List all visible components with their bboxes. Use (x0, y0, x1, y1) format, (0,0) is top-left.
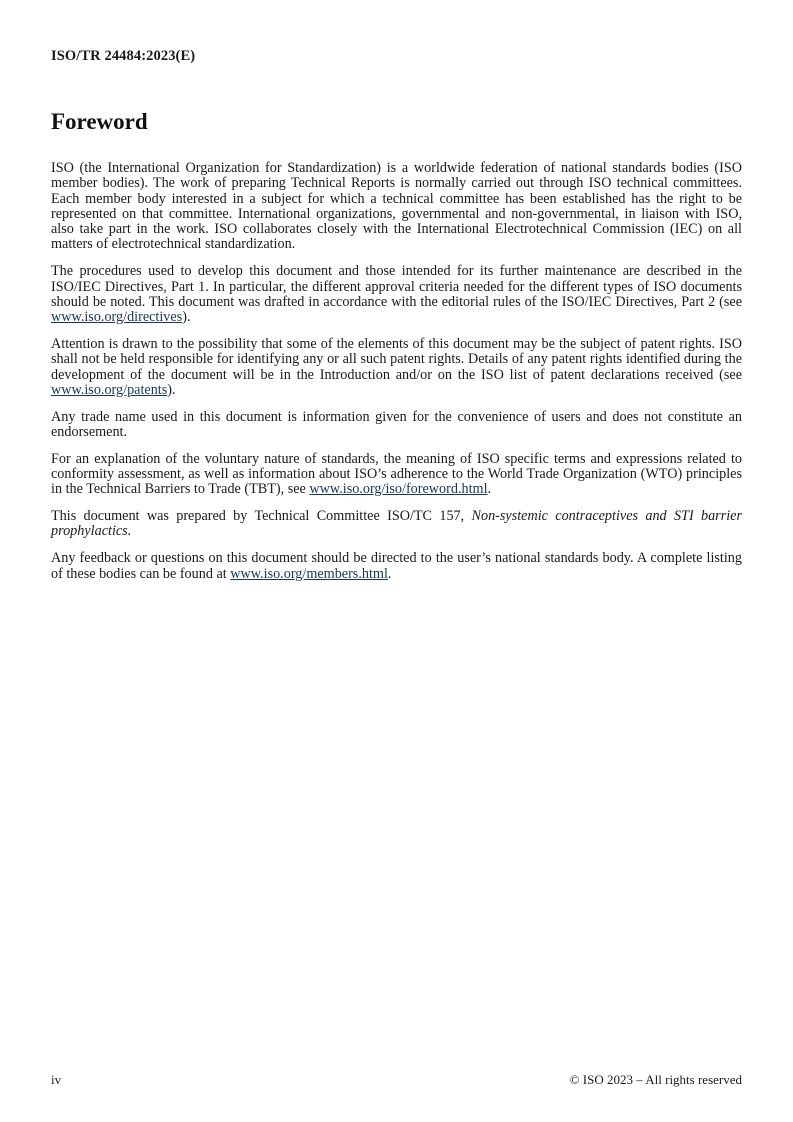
italic-text: Non-systemic contraceptives and STI barrier prophylactics. (51, 508, 742, 540)
body-text: ISO (the International Organization for Standardization) is a worldwide federation of national standards bodies (ISO member bodies). The work of preparing Technical Reports is normally carried out through ISO technical committees. Each member body interested in a subject for which a technical committee has been established has the right to be represented on that committee. International organizations, governmental and non-governmental, in liaison with ISO, also take part in the work. ISO collaborates closely with the International Electrotechnical Commission (IEC) on all matters of electrotechnical standardization. (51, 160, 742, 253)
body-text: . (387, 565, 392, 582)
paragraph (51, 264, 742, 325)
body-text: ). (182, 309, 191, 326)
copyright-notice: © ISO 2023 – All rights reserved (569, 1072, 742, 1087)
paragraph (51, 410, 742, 441)
paragraph (51, 452, 742, 498)
page-footer (51, 1072, 742, 1088)
page-number: iv (51, 1072, 62, 1087)
body-text: For an explanation of the voluntary nature of standards, the meaning of ISO specific terms and expressions related to conformity assessment, as well as information about ISO’s adherence to the World Trade Organization (WTO) principles in the Technical Barriers to Trade (TBT), see (51, 450, 742, 498)
body-text: ). (167, 381, 176, 398)
body-text: Attention is drawn to the possibility that some of the elements of this document may be the subject of patent rights. ISO shall not be held responsible for identifying any or all such patent rights. Details of any patent rights identified during the development of the document will be in the Introduction and/or on the ISO list of patent declarations received (see (51, 335, 742, 383)
paragraph (51, 509, 742, 540)
page-title: Foreword (51, 109, 148, 134)
body-text: Any feedback or questions on this document should be directed to the user’s national standards body. A complete listing of these bodies can be found at (51, 550, 742, 582)
hyperlink[interactable]: www.iso.org/directives (51, 309, 183, 326)
body-text: This document was prepared by Technical Committee ISO/TC 157, (51, 508, 472, 525)
body-text: Any trade name used in this document is information given for the convenience of users and does not constitute an endorsement. (51, 408, 742, 440)
body-text: The procedures used to develop this document and those intended for its further maintenance are described in the ISO/IEC Directives, Part 1. In particular, the different approval criteria needed for the different types of ISO documents should be noted. This document was drafted in accordance with the editorial rules of the ISO/IEC Directives, Part 2 (see (51, 263, 742, 310)
hyperlink[interactable]: www.iso.org/patents (51, 381, 168, 398)
body-text: . (487, 481, 492, 498)
paragraph (51, 551, 742, 582)
hyperlink[interactable]: www.iso.org/members.html (230, 565, 388, 582)
hyperlink[interactable]: www.iso.org/iso/foreword.html (309, 481, 488, 498)
paragraph (51, 337, 742, 398)
running-header: ISO/TR 24484:2023(E) (51, 48, 196, 64)
paragraphs-container (51, 161, 742, 582)
paragraph (51, 161, 742, 253)
